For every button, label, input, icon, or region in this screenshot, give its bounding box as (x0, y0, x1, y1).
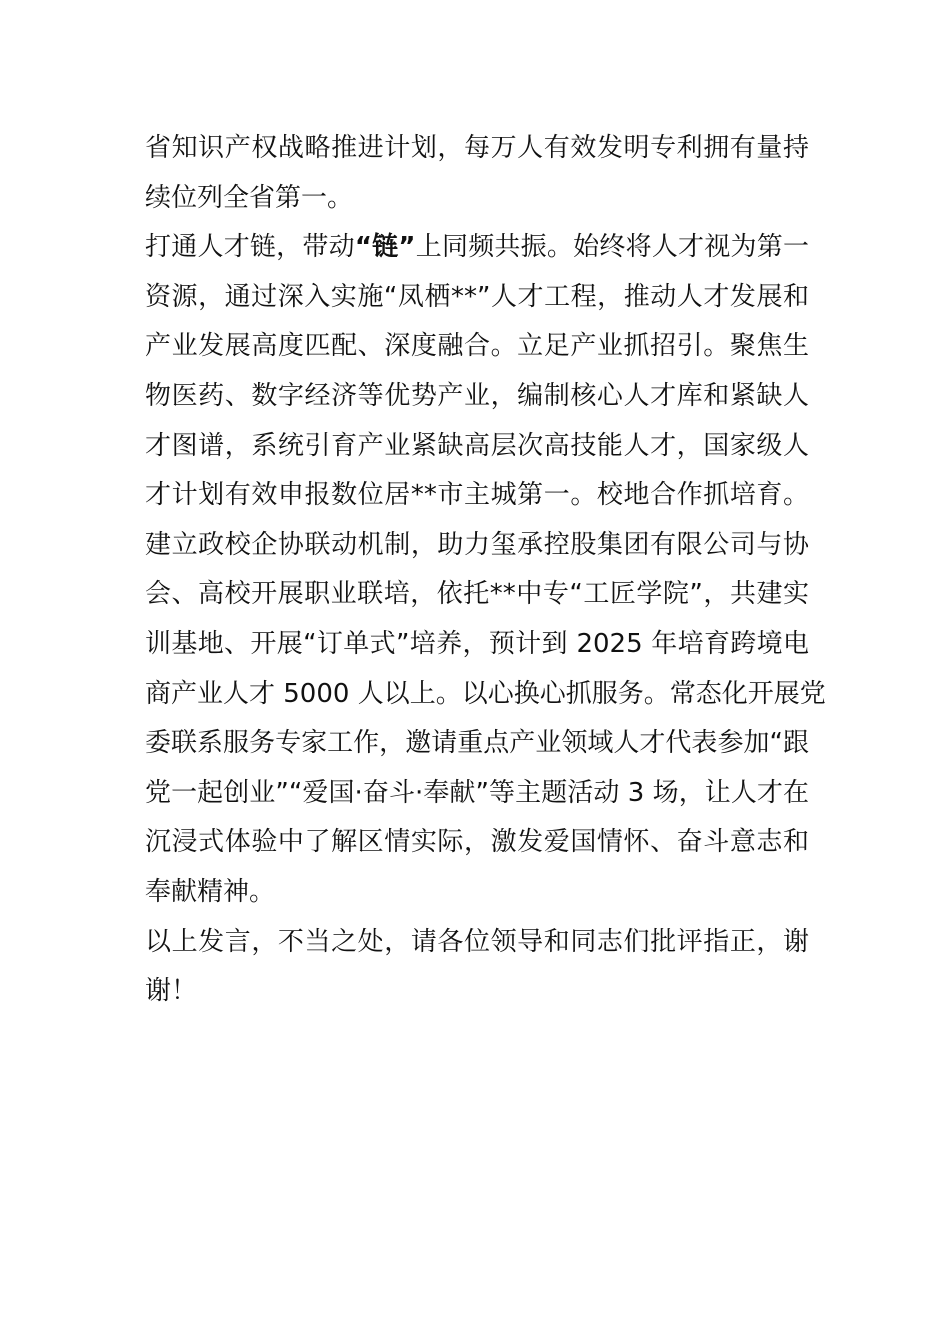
text-line: 省知识产权战略推进计划，每万人有效发明专利拥有量持 (145, 133, 809, 163)
document-body (145, 124, 826, 1017)
heading-text-part1: 打通人才链，带动 (145, 232, 355, 263)
text-line: 训基地、开展“订单式”培养，预计到 2025 年培育跨境电 (145, 628, 809, 659)
text-line: 建立政校企协联动机制，助力玺承控股集团有限公司与协 (145, 529, 809, 560)
heading-bold-term: “链” (354, 232, 416, 263)
text-line: 续位列全省第一。 (145, 182, 354, 213)
paragraph-patents (145, 124, 809, 223)
text-line: 物医药、数字经济等优势产业，编制核心人才库和紧缺人 (145, 380, 809, 411)
text-line: 奉献精神。 (145, 876, 276, 907)
text-line: 谢！ (145, 976, 198, 1007)
text-line: 才计划有效申报数位居**市主城第一。校地合作抓培育。 (145, 480, 809, 511)
text-line: 资源，通过深入实施“凤栖**”人才工程，推动人才发展和 (145, 281, 809, 312)
text-line: 委联系服务专家工作，邀请重点产业领域人才代表参加“跟 (145, 728, 809, 759)
text-line-heading (145, 223, 809, 273)
text-line: 党一起创业”“爱国·奋斗·奉献”等主题活动 3 场，让人才在 (145, 777, 809, 808)
text-line: 沉浸式体验中了解区情实际，激发爱国情怀、奋斗意志和 (145, 827, 809, 858)
text-line: 会、高校开展职业联培，依托**中专“工匠学院”，共建实 (145, 579, 809, 610)
paragraph-talent-chain (145, 223, 826, 917)
heading-text-part2: 上同频共振。始终将人才视为第一 (415, 232, 809, 263)
text-line: 才图谱，系统引育产业紧缺高层次高技能人才，国家级人 (145, 430, 809, 461)
text-line: 产业发展高度匹配、深度融合。立足产业抓招引。聚焦生 (145, 331, 809, 362)
text-line: 商产业人才 5000 人以上。以心换心抓服务。常态化开展党 (145, 678, 826, 709)
text-line: 以上发言，不当之处，请各位领导和同志们批评指正，谢 (145, 926, 809, 957)
paragraph-closing (145, 918, 809, 1017)
